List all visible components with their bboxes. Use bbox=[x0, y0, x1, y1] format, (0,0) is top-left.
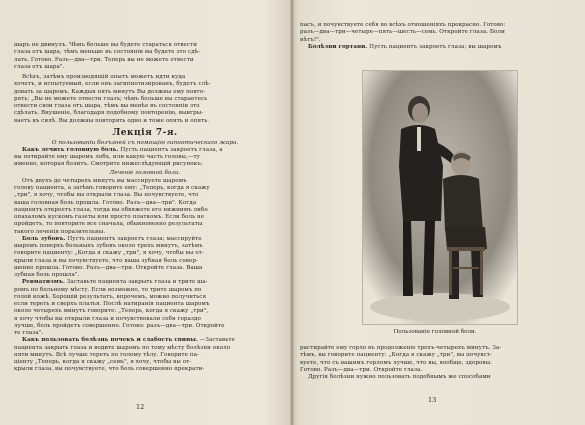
text-line: вуете, что съ вашимъ горломъ лучше, что вы, вообще, здоровы. bbox=[300, 359, 492, 366]
text-line: глаза отъ шара, тѣмъ меньше въ состояніи вы будете это сдѣ- bbox=[14, 49, 200, 56]
text-line: Пусть пациентъ закроетъ глаза, а bbox=[120, 146, 223, 153]
text-line: именно, которая болитъ. Смотрите нижеслѣдующій рисунокъ: bbox=[14, 161, 203, 168]
text-line: если тереть и сверхъ платья. Послѣ натиранія пациента шаромъ bbox=[14, 301, 210, 307]
book-gutter bbox=[290, 0, 294, 425]
text-line: тѣмъ, вы говорите пациенту: „Когда я скажу „три", вы почувст- bbox=[300, 352, 492, 359]
text-line: лать. Готово. Разъ—два—три. Теперь вы не можете отвести bbox=[14, 56, 194, 63]
text-line: рять: „Вы не можете отвести глазъ; чѣмъ больше вы стараетесь bbox=[14, 95, 208, 102]
text-line: вы потирайте ему шаромъ лобъ, или какую часть головы,—ту bbox=[14, 154, 200, 160]
text-line: такого леченія поразительны. bbox=[14, 228, 106, 235]
section-lead: Какъ пользовать болѣзнь почекъ и слабость спины. bbox=[22, 337, 198, 344]
text-line: хочетъ, и испытуемый, если онъ загипнотизированъ, будетъ слѣ- bbox=[14, 81, 211, 88]
page-number: 12 bbox=[136, 403, 145, 411]
text-line: шенно прошла. Готово. Разъ—два—три. Откройте глаза. Ваша bbox=[14, 264, 203, 271]
photo-illustration bbox=[363, 71, 517, 324]
text-line: глаза отъ шара". bbox=[14, 63, 65, 70]
text-line: сдѣлать. Внушеніе, благодаря подобному повторенію, выигры- bbox=[14, 110, 204, 117]
text-line: Пусть пациентъ закроетъ глаза; вы шаромъ bbox=[369, 43, 502, 50]
text-line: пасъ, и почувствуете себя во всѣхъ отношеніяхъ прекрасно. Готово: bbox=[300, 22, 506, 28]
text-line: ромъ по больному мѣсту. Если возможно, то трите шаромъ по bbox=[14, 286, 202, 293]
text-line: зубная боль прошла". bbox=[14, 272, 80, 278]
text-line: ціенту „Теперь, когда я скажу „семь", я хочу, чтобы вы от- bbox=[14, 359, 192, 365]
lecture-subtitle: О пользованіи болъзней съ помощію гипнотическаго жара. bbox=[51, 139, 239, 146]
paragraph-rheumatism bbox=[14, 279, 276, 337]
text-line: отвести свои глаза отъ шара, тѣмъ вы менѣе въ состояніи это bbox=[14, 103, 200, 109]
text-line: ваетъ въ силѣ. Вы должны повторять одно и тоже опять и опять. bbox=[14, 117, 210, 124]
text-line: опахаломъ кускомъ газеты или просто платкомъ. Если боль не bbox=[14, 214, 205, 220]
text-line: „три", я хочу, чтобы вы открыли глаза. Вы почувствуете, что bbox=[14, 192, 199, 199]
right-page bbox=[300, 0, 570, 425]
text-line: шаръ не двинулъ. Чѣмъ больше вы будете стараться отвести bbox=[14, 42, 197, 48]
text-line: Всѣхъ, затѣмъ производящій опытъ можетъ идти куда bbox=[22, 74, 186, 80]
text-line: довать за шаромъ. Каждыя пять минутъ Вы должны ему повто- bbox=[14, 88, 206, 95]
text-line: нѣтъ!". bbox=[300, 36, 321, 43]
text-line: растирайте ему горло въ продолженіе трехъ-четырехъ минутъ. За- bbox=[300, 345, 502, 351]
paragraph-throat bbox=[300, 345, 570, 381]
text-line: Заставьте пациента закрыть глаза и трите ша- bbox=[66, 279, 208, 286]
text-line: пациента закрыть глаза и водите шаромъ по тому мѣсту болѣзни около bbox=[14, 344, 231, 351]
text-line: —Заставьте bbox=[199, 337, 235, 344]
text-line: около четырехъ минутъ говорите: „Теперь, когда я скажу „три", bbox=[14, 308, 209, 315]
text-line: те глаза". bbox=[14, 330, 44, 336]
lecture-heading: Лекція 7-я. bbox=[112, 127, 178, 138]
section-lead: Боль зубовъ. bbox=[22, 235, 66, 242]
text-line: Пусть пациентъ закроетъ глаза; массируйте bbox=[67, 235, 202, 242]
photo-caption: Пользованіе головной боли. bbox=[393, 329, 477, 335]
page-number: 13 bbox=[428, 396, 437, 404]
section-lead: Какъ лечить головную боль. bbox=[22, 146, 119, 153]
paragraph-continued bbox=[14, 42, 276, 71]
section-lead: Ревматизмъ. bbox=[22, 279, 65, 286]
figure-label: Леченіе головной боли. bbox=[109, 169, 181, 176]
illustration-photo bbox=[362, 70, 518, 325]
text-line: я хочу чтобы вы открыли глаза и почувствовали себя гораздо bbox=[14, 315, 201, 322]
text-line: Готово. Разъ—два—три. Откройте глаза. bbox=[300, 366, 423, 373]
text-line: Отъ двухъ до четырехъ минутъ вы массируете шаромъ bbox=[22, 177, 187, 184]
text-line: Другія болѣзни нужно пользовать подобнымъ же способами bbox=[308, 374, 491, 380]
text-line: шаромъ поверхъ больныхъ зубовъ около трехъ минутъ, затѣмъ bbox=[14, 243, 203, 249]
paragraph-massage bbox=[14, 178, 276, 236]
paragraph-kidney bbox=[14, 337, 276, 373]
paragraph-headache bbox=[14, 147, 276, 169]
text-line: пациентъ откроетъ глаза, тогда вы обвяжете его нижнимъ либо bbox=[14, 206, 208, 213]
text-line: пяти минутъ. Всѣ лучше тереть по голому тѣлу. Говорите па- bbox=[14, 351, 199, 358]
text-line: пройдетъ, то повторите все сначала, обыкновенно результаты bbox=[14, 221, 203, 228]
text-line: голову пациента, а затѣмъ говорите ему: „Теперь, когда я скажу bbox=[14, 185, 210, 191]
text-line: разъ—два—три—четыре—пять—шесть—семь. Откройте глаза. Боли bbox=[300, 29, 505, 36]
text-line: крыли глаза, вы почувствуете, что боль совершенно прекрати- bbox=[14, 366, 205, 373]
text-line: говорите пациенту: „Когда я скажу „три", я хочу, чтобы вы от- bbox=[14, 250, 204, 257]
text-line: лучше, боль пройдетъ совершенно. Готово: разъ—два—три. Откройте bbox=[14, 322, 225, 329]
section-lead: Болѣзни гортани. bbox=[308, 43, 368, 50]
text-line: крыли глаза и вы почувствуете, что ваша зубная боль совер- bbox=[14, 257, 198, 264]
text-line: ваша головная боль прошла. Готово. Разъ—два—три". Когда bbox=[14, 199, 197, 206]
paragraph-repeat bbox=[14, 74, 276, 125]
text-line: голой кожѣ. Хорошій результатъ, впрочемъ, можно получиться bbox=[14, 293, 207, 300]
left-page bbox=[14, 0, 276, 425]
paragraph-toothache bbox=[14, 236, 276, 280]
